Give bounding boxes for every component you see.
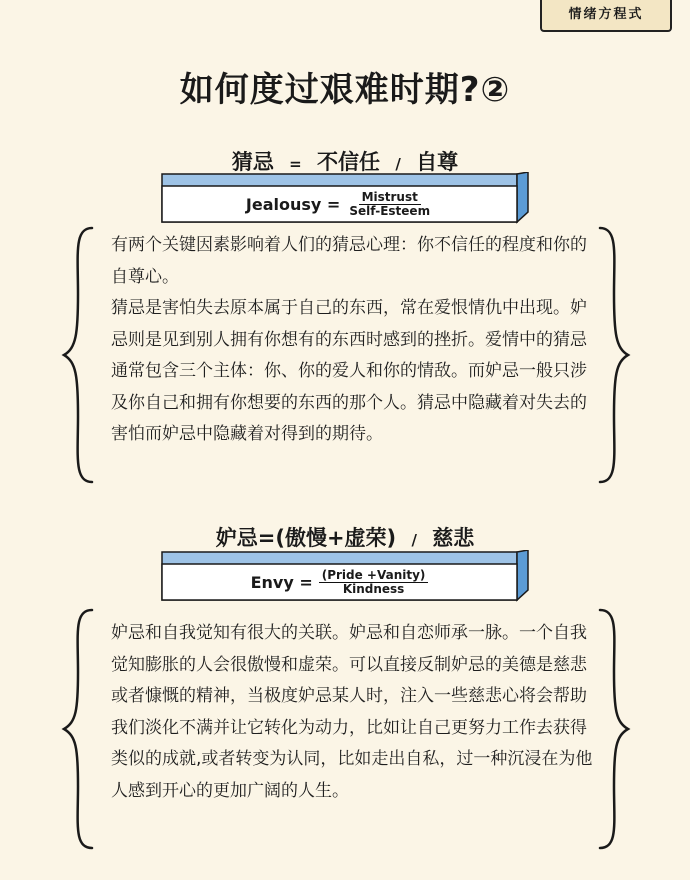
- envy-formula: [162, 564, 517, 600]
- formula-fraction: [319, 569, 429, 596]
- formula-box: [160, 550, 530, 606]
- body-paragraph: 有两个关键因素影响着人们的猜忌心理：你不信任的程度和你的自尊心。: [111, 235, 587, 287]
- heading-term: 猜忌: [231, 150, 274, 174]
- body-paragraph: 猜忌是害怕失去原本属于自己的东西，常在爱恨情仇中出现。妒忌则是见到别人拥有你想有的东西时感到的挫折。爱情中的猜忌通常包含三个主体：你、你的爱人和你的情敌。而妒忌一般只涉及你自己和拥有你想要的东西的那个人。猜忌中隐藏着对失去的害怕而妒忌中隐藏着对得到的期待。: [111, 298, 587, 444]
- heading-operator: /: [395, 155, 401, 173]
- formula-denominator: Kindness: [342, 581, 405, 596]
- heading-term: 慈悲: [432, 526, 475, 550]
- jealousy-formula: [162, 186, 517, 222]
- formula-numerator: (Pride +Vanity): [319, 569, 429, 583]
- formula-box: [160, 172, 530, 228]
- heading-term: 不信任: [317, 150, 381, 174]
- formula-fraction: [346, 191, 433, 218]
- heading-operator: =: [289, 155, 302, 173]
- left-brace-icon: [60, 224, 100, 486]
- category-tag: 情绪方程式: [540, 0, 672, 32]
- formula-denominator: Self-Esteem: [349, 203, 431, 218]
- heading-term: 妒忌=(傲慢+虚荣): [215, 526, 397, 550]
- section1-body: [111, 230, 599, 451]
- heading-operator: /: [411, 531, 417, 549]
- section2-heading: [0, 522, 690, 552]
- left-brace-icon: [60, 606, 100, 852]
- formula-lhs: Jealousy =: [245, 194, 341, 214]
- formula-numerator: Mistrust: [359, 191, 421, 205]
- heading-term: 自尊: [416, 150, 459, 174]
- body-paragraph: 妒忌和自我觉知有很大的关联。妒忌和自恋师承一脉。一个自我觉知膨胀的人会很傲慢和虚荣。可以直接反制妒忌的美德是慈悲或者慷慨的精神，当极度妒忌某人时，注入一些慈悲心将会帮助我们淡化不满并让它转化为动力，比如让自己更努力工作去获得类似的成就,或者转变为认同，比如走出自私，过一种沉浸在为他人感到开心的更加广阔的人生。: [111, 623, 593, 801]
- formula-lhs: Envy =: [250, 572, 313, 592]
- section2-body: [111, 618, 599, 807]
- page-title: 如何度过艰难时期?②: [179, 70, 511, 110]
